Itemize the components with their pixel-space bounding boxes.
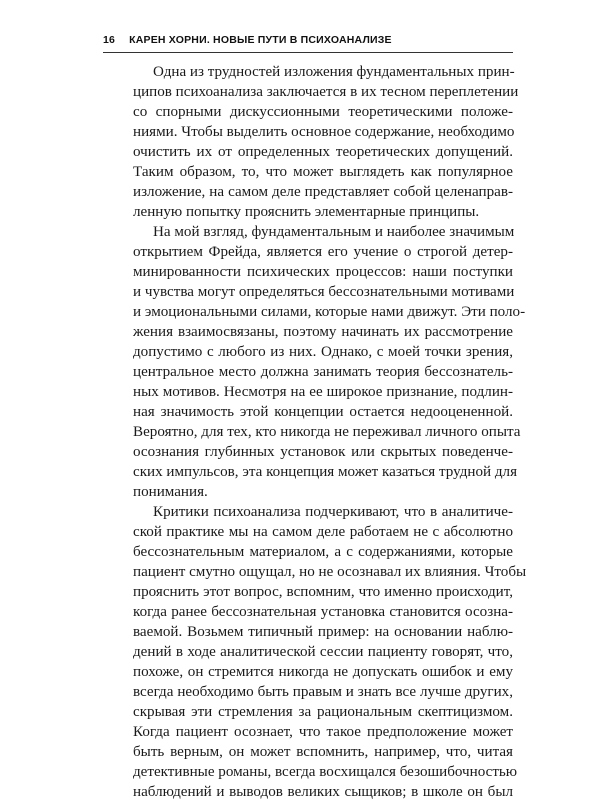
text-line: минированности психических процессов: наши поступки bbox=[133, 264, 513, 280]
text-line: ских импульсов, эта концепция может казаться трудной для bbox=[133, 464, 518, 480]
text-line: скрывая эти стремления за рациональным скептицизмом. bbox=[133, 704, 513, 720]
text-line: ципов психоанализа заключается в их тесном переплетении bbox=[133, 84, 519, 100]
text-line: Критики психоанализа подчеркивают, что в аналитиче- bbox=[153, 504, 513, 520]
text-line: допустимо с любого из них. Однако, с моей точки зрения, bbox=[133, 344, 513, 360]
running-title: КАРЕН ХОРНИ. НОВЫЕ ПУТИ В ПСИХОАНАЛИЗЕ bbox=[129, 34, 392, 46]
text-line: детективные романы, всегда восхищался безошибочностью bbox=[133, 764, 518, 780]
text-line: пациент смутно ощущал, но не осознавал их влияния. Чтобы bbox=[133, 564, 527, 580]
text-line: наблюдений и выводов великих сыщиков; в школе он был bbox=[133, 784, 513, 800]
text-line: очистить их от определенных теоретических допущений. bbox=[133, 144, 513, 160]
page-number: 16 bbox=[103, 34, 116, 46]
text-line: центральное место должна занимать теория бессознатель- bbox=[133, 364, 513, 380]
text-line: и эмоциональными силами, которые нами движут. Эти поло- bbox=[133, 304, 526, 320]
text-line: бессознательным материалом, а с содержаниями, которые bbox=[133, 544, 513, 560]
text-line: понимания. bbox=[133, 484, 208, 500]
text-line: ской практике мы на самом деле работаем не с абсолютно bbox=[133, 524, 513, 540]
text-line: На мой взгляд, фундаментальным и наиболее значимым bbox=[153, 224, 515, 240]
text-line: жения взаимосвязаны, поэтому начинать их рассмотрение bbox=[133, 324, 513, 340]
text-line: со спорными дискуссионными теоретическими положе- bbox=[133, 104, 513, 120]
text-line: ная значимость этой концепции остается недооцененной. bbox=[133, 404, 513, 420]
body-text bbox=[133, 62, 527, 802]
text-line: быть верным, он может вспомнить, например, что, читая bbox=[133, 744, 513, 760]
text-line: осознания глубинных установок или скрытых поведенче- bbox=[133, 444, 513, 460]
paragraph bbox=[133, 222, 526, 502]
text-line: ленную попытку прояснить элементарные принципы. bbox=[133, 204, 480, 220]
text-line: изложение, на самом деле представляет собой целенаправ- bbox=[133, 184, 513, 200]
running-header bbox=[103, 34, 513, 52]
text-line: Вероятно, для тех, кто никогда не переживал личного опыта bbox=[133, 424, 521, 440]
text-line: Когда пациент осознает, что такое предположение может bbox=[133, 724, 513, 740]
text-line: дений в ходе аналитической сессии пациенту говорят, что, bbox=[133, 644, 513, 660]
text-line: и чувства могут определяться бессознательными мотивами bbox=[133, 284, 515, 300]
text-line: Одна из трудностей изложения фундаментальных прин- bbox=[153, 64, 515, 80]
header-divider bbox=[103, 52, 513, 53]
text-line: Таким образом, то, что может выглядеть как популярное bbox=[133, 164, 513, 180]
text-line: когда ранее бессознательная установка становится осозна- bbox=[133, 604, 513, 620]
text-line: всегда необходимо быть правым и знать все лучше других, bbox=[133, 684, 513, 700]
text-line: похоже, он стремится никогда не допускать ошибок и ему bbox=[133, 664, 513, 680]
text-line: прояснить этот вопрос, вспомним, что именно происходит, bbox=[133, 584, 513, 600]
text-line: ваемой. Возьмем типичный пример: на основании наблю- bbox=[133, 624, 513, 640]
paragraph bbox=[133, 62, 519, 222]
text-line: ниями. Чтобы выделить основное содержание, необходимо bbox=[133, 124, 515, 140]
paragraph bbox=[133, 502, 527, 802]
text-line: ных мотивов. Несмотря на ее широкое признание, подлин- bbox=[133, 384, 513, 400]
text-line: открытием Фрейда, является его учение о строгой детер- bbox=[133, 244, 513, 260]
